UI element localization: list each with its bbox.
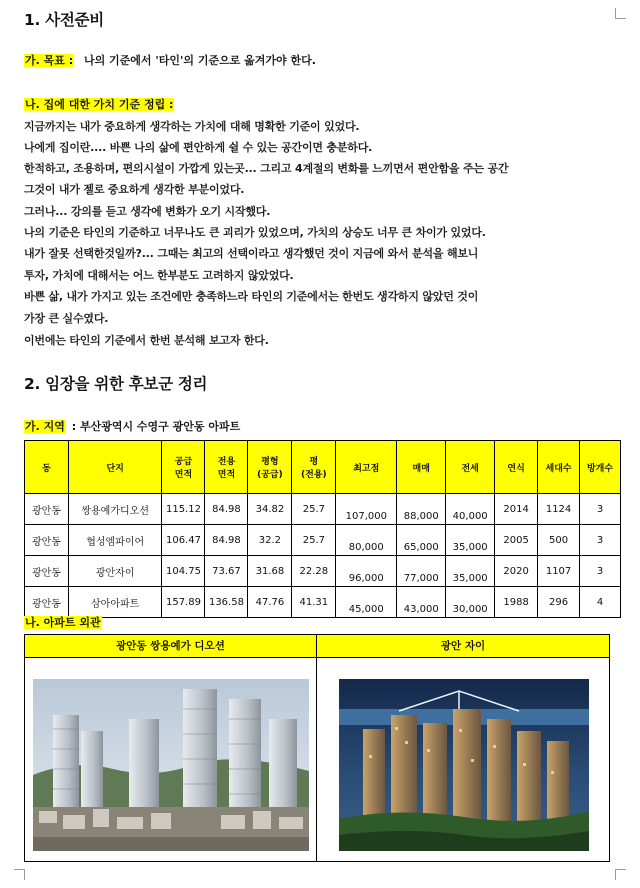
cell-peak: 45,000 bbox=[336, 587, 397, 618]
col-header-exclusive-area: 전용 면적 bbox=[205, 441, 248, 494]
criteria-label: 나. 집에 대한 가치 기준 정립 : bbox=[25, 98, 174, 111]
cell-jeonse: 35,000 bbox=[446, 556, 495, 587]
body-line: 나의 기준은 타인의 기준하고 너무나도 큰 괴리가 있었으며, 가치의 상승도 너무 큰 차이가 있었다. bbox=[24, 226, 486, 239]
cell-year: 2020 bbox=[495, 556, 538, 587]
cell-supply-area: 106.47 bbox=[162, 525, 205, 556]
col-header-peak: 최고점 bbox=[336, 441, 397, 494]
cell-rooms: 3 bbox=[580, 525, 621, 556]
col-header-households: 세대수 bbox=[538, 441, 580, 494]
goal-text: 나의 기준에서 '타인'의 기준으로 옮겨가야 한다. bbox=[83, 54, 316, 67]
cell-dong: 광안동 bbox=[25, 587, 69, 618]
cell-peak: 96,000 bbox=[336, 556, 397, 587]
col-header-dong: 동 bbox=[25, 441, 69, 494]
cell-sale: 65,000 bbox=[397, 525, 446, 556]
cell-households: 296 bbox=[538, 587, 580, 618]
cell-rooms: 4 bbox=[580, 587, 621, 618]
cell-complex: 쌍용예가디오션 bbox=[68, 494, 162, 525]
col-header-supply-area: 공급 면적 bbox=[162, 441, 205, 494]
body-line: 그것이 내가 젤로 중요하게 생각한 부분이었다. bbox=[24, 183, 245, 196]
col-header-jeonse: 전세 bbox=[446, 441, 495, 494]
cell-complex: 광안자이 bbox=[68, 556, 162, 587]
cell-exclusive-area: 136.58 bbox=[205, 587, 248, 618]
page-corner-mark bbox=[615, 869, 626, 880]
cell-pyeong-supply: 31.68 bbox=[248, 556, 292, 587]
cell-rooms: 3 bbox=[580, 494, 621, 525]
photo-caption-right: 광안 자이 bbox=[317, 635, 609, 658]
apartment-photo-xi bbox=[339, 679, 589, 851]
criteria-heading bbox=[24, 96, 174, 112]
section2-title: 2. 임장을 위한 후보군 정리 bbox=[24, 375, 208, 393]
cell-dong: 광안동 bbox=[25, 494, 69, 525]
cell-pyeong-supply: 47.76 bbox=[248, 587, 292, 618]
cell-pyeong-exclusive: 22.28 bbox=[292, 556, 336, 587]
table-row bbox=[25, 525, 621, 556]
cell-exclusive-area: 84.98 bbox=[205, 494, 248, 525]
cell-supply-area: 104.75 bbox=[162, 556, 205, 587]
body-line: 이번에는 타인의 기준에서 한번 분석해 보고자 한다. bbox=[24, 334, 269, 347]
cell-jeonse: 35,000 bbox=[446, 525, 495, 556]
body-line: 나에게 집이란.... 바쁜 나의 삶에 편안하게 쉴 수 있는 공간이면 충분하다. bbox=[24, 141, 373, 154]
cell-supply-area: 115.12 bbox=[162, 494, 205, 525]
cell-exclusive-area: 84.98 bbox=[205, 525, 248, 556]
col-header-rooms: 방개수 bbox=[580, 441, 621, 494]
goal-line bbox=[24, 52, 316, 68]
exterior-label: 나. 아파트 외관 bbox=[25, 616, 101, 629]
cell-exclusive-area: 73.67 bbox=[205, 556, 248, 587]
cell-pyeong-exclusive: 25.7 bbox=[292, 525, 336, 556]
body-line: 한적하고, 조용하며, 편의시설이 가깝게 있는곳... 그리고 4계절의 변화를 느끼면서 편안함을 주는 공간 bbox=[24, 162, 509, 175]
photo-divider bbox=[316, 635, 317, 861]
goal-label: 가. 목표 : bbox=[25, 54, 74, 67]
cell-pyeong-exclusive: 41.31 bbox=[292, 587, 336, 618]
table-row bbox=[25, 556, 621, 587]
cell-sale: 77,000 bbox=[397, 556, 446, 587]
candidate-table bbox=[24, 440, 621, 618]
page-corner-mark bbox=[615, 8, 626, 19]
region-label: 가. 지역 bbox=[25, 420, 65, 433]
body-line: 내가 잘못 선택한것일까?... 그때는 최고의 선택이라고 생각했던 것이 지금에 와서 분석을 해보니 bbox=[24, 247, 479, 260]
exterior-heading bbox=[24, 614, 102, 630]
col-header-complex: 단지 bbox=[68, 441, 162, 494]
body-line: 지금까지는 내가 중요하게 생각하는 가치에 대해 명확한 기준이 있었다. bbox=[24, 120, 360, 133]
body-line: 바쁜 삶, 내가 가지고 있는 조건에만 충족하느라 타인의 기준에서는 한번도 생각하지 않았던 것이 bbox=[24, 290, 479, 303]
cell-jeonse: 40,000 bbox=[446, 494, 495, 525]
cell-pyeong-exclusive: 25.7 bbox=[292, 494, 336, 525]
cell-pyeong-supply: 34.82 bbox=[248, 494, 292, 525]
cell-households: 500 bbox=[538, 525, 580, 556]
col-header-pyeong-supply: 평형 (공급) bbox=[248, 441, 292, 494]
col-header-pyeong-exclusive: 평 (전용) bbox=[292, 441, 336, 494]
cell-year: 2005 bbox=[495, 525, 538, 556]
cell-pyeong-supply: 32.2 bbox=[248, 525, 292, 556]
cell-peak: 107,000 bbox=[336, 494, 397, 525]
cell-sale: 43,000 bbox=[397, 587, 446, 618]
cell-peak: 80,000 bbox=[336, 525, 397, 556]
cell-sale: 88,000 bbox=[397, 494, 446, 525]
cell-year: 1988 bbox=[495, 587, 538, 618]
cell-rooms: 3 bbox=[580, 556, 621, 587]
body-line: 가장 큰 실수였다. bbox=[24, 312, 109, 325]
region-text: : 부산광역시 수영구 광안동 아파트 bbox=[71, 420, 241, 433]
body-line: 그러나... 강의를 듣고 생각에 변화가 오기 시작했다. bbox=[24, 205, 271, 218]
apartment-photo-ssangyong bbox=[33, 679, 309, 851]
col-header-year: 연식 bbox=[495, 441, 538, 494]
photo-grid bbox=[24, 634, 610, 862]
body-line: 투자, 가치에 대해서는 어느 한부분도 고려하지 않았었다. bbox=[24, 269, 294, 282]
region-line bbox=[24, 418, 240, 434]
cell-year: 2014 bbox=[495, 494, 538, 525]
table-header-row bbox=[25, 441, 621, 494]
table-row bbox=[25, 587, 621, 618]
table-row bbox=[25, 494, 621, 525]
section1-title: 1. 사전준비 bbox=[24, 11, 104, 29]
cell-households: 1124 bbox=[538, 494, 580, 525]
cell-households: 1107 bbox=[538, 556, 580, 587]
cell-dong: 광안동 bbox=[25, 556, 69, 587]
photo-caption-left: 광안동 쌍용예가 디오션 bbox=[25, 635, 317, 658]
cell-complex: 삼아아파트 bbox=[68, 587, 162, 618]
cell-jeonse: 30,000 bbox=[446, 587, 495, 618]
col-header-sale: 매매 bbox=[397, 441, 446, 494]
cell-complex: 협성엠파이어 bbox=[68, 525, 162, 556]
page-corner-mark bbox=[14, 869, 25, 880]
cell-dong: 광안동 bbox=[25, 525, 69, 556]
cell-supply-area: 157.89 bbox=[162, 587, 205, 618]
